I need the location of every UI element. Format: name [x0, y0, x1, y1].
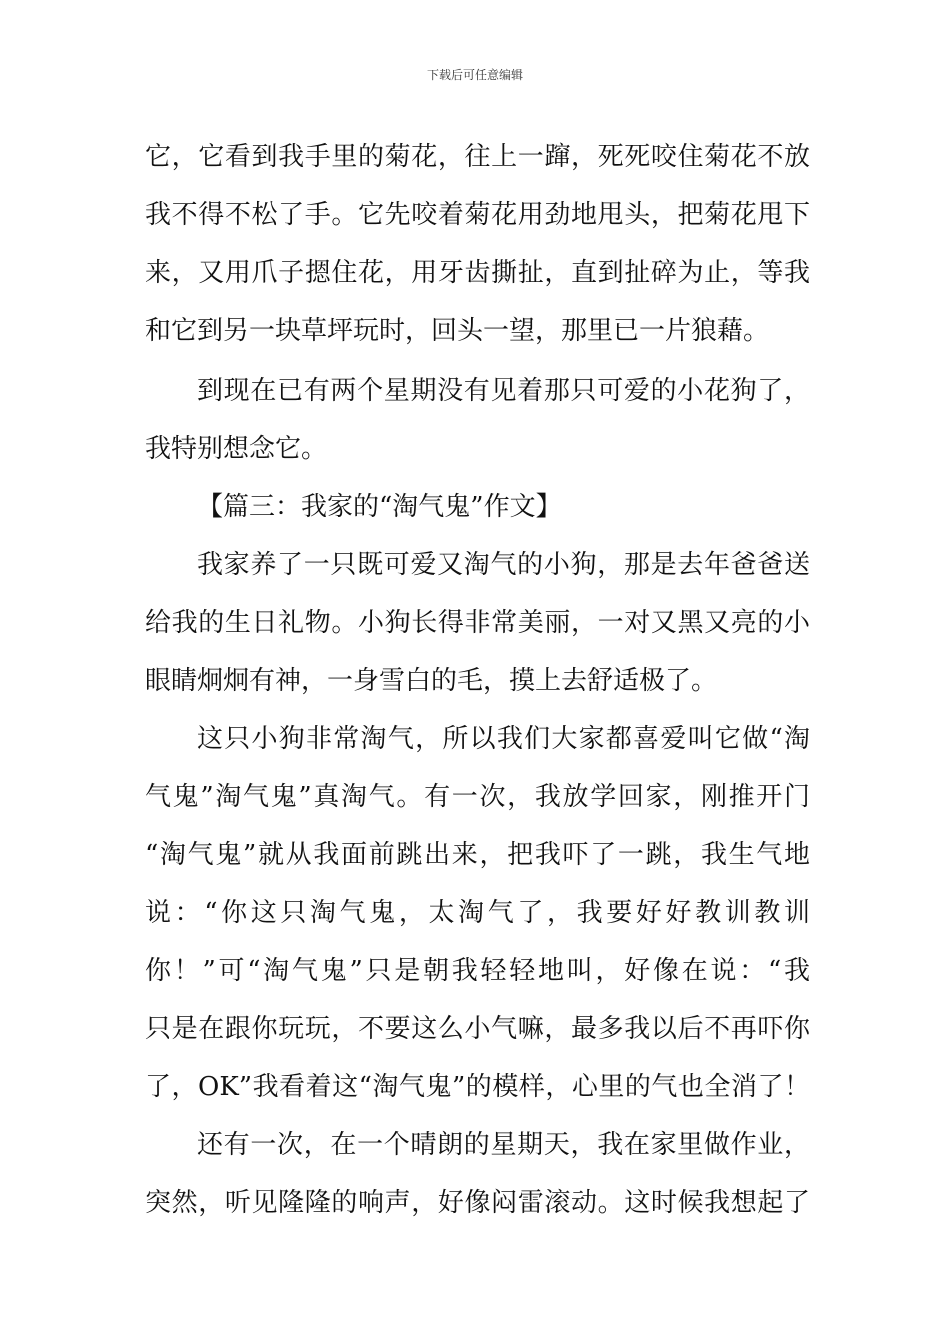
text-line: 说：“你这只淘气鬼，太淘气了，我要好好教训教训: [145, 898, 810, 928]
text-line: 只是在跟你玩玩，不要这么小气嘛，最多我以后不再吓你: [145, 1014, 810, 1044]
document-body: [145, 128, 810, 1232]
section-heading: 【篇三：我家的“淘气鬼”作文】: [197, 492, 562, 522]
text-line: 我特别想念它。: [145, 434, 328, 464]
paragraph-start-line: 我家养了一只既可爱又淘气的小狗，那是去年爸爸送: [197, 550, 810, 580]
paragraph-start-line: 还有一次，在一个晴朗的星期天，我在家里做作业，: [197, 1130, 810, 1160]
text-line: 你！”可“淘气鬼”只是朝我轻轻地叫，好像在说：“我: [145, 956, 810, 986]
text-line: 突然，听见隆隆的响声，好像闷雷滚动。这时候我想起了: [145, 1188, 810, 1218]
paragraph-start-line: 到现在已有两个星期没有见着那只可爱的小花狗了，: [197, 376, 810, 406]
paragraph-start-line: 这只小狗非常淘气，所以我们大家都喜爱叫它做“淘: [197, 724, 810, 754]
text-line: 气鬼”淘气鬼”真淘气。有一次，我放学回家，刚推开门: [145, 782, 810, 812]
page-header: 下载后可任意编辑: [426, 68, 523, 82]
text-line: 了，OK”我看着这“淘气鬼”的模样，心里的气也全消了！: [145, 1072, 810, 1102]
text-line: 我不得不松了手。它先咬着菊花用劲地甩头，把菊花甩下: [145, 200, 810, 230]
text-line: 它，它看到我手里的菊花，往上一蹿，死死咬住菊花不放: [145, 142, 810, 172]
text-line: 给我的生日礼物。小狗长得非常美丽，一对又黑又亮的小: [145, 608, 810, 638]
text-line: “淘气鬼”就从我面前跳出来，把我吓了一跳，我生气地: [145, 840, 810, 870]
text-line: 来，又用爪子摁住花，用牙齿撕扯，直到扯碎为止，等我: [145, 258, 810, 288]
text-line: 眼睛炯炯有神，一身雪白的毛，摸上去舒适极了。: [145, 666, 718, 696]
text-line: 和它到另一块草坪玩时，回头一望，那里已一片狼藉。: [145, 316, 770, 346]
